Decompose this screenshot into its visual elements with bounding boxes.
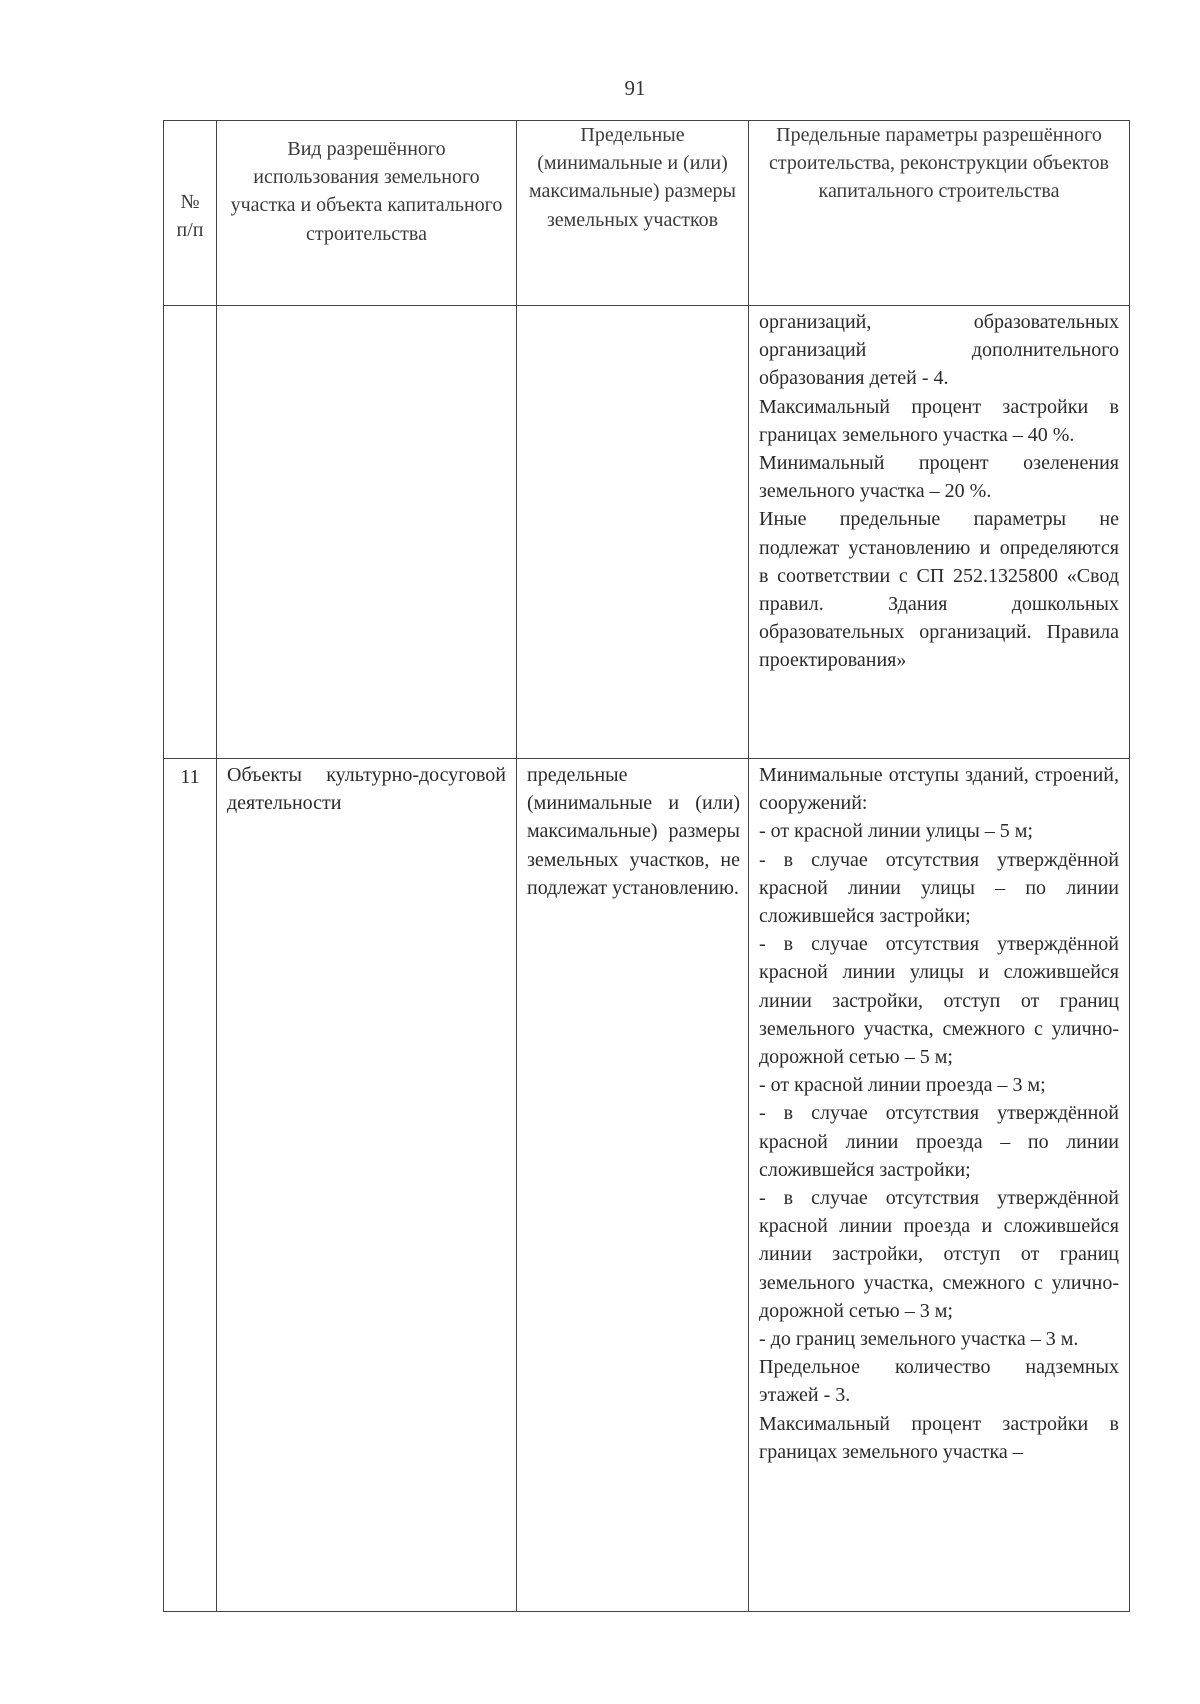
param-paragraph: Минимальные отступы зданий, строений, сооружений: (759, 764, 1119, 815)
row-kind: Объекты культурно-досуговой деятельности (217, 759, 517, 1612)
param-paragraph: организаций, образовательных организаций дополнительного образования детей - 4. (759, 311, 1119, 390)
table-row (164, 759, 1130, 1612)
param-paragraph: Максимальный процент застройки в границах земельного участка – 40 %. (759, 395, 1119, 446)
param-paragraph: Минимальный процент озеленения земельного участка – 20 %. (759, 452, 1119, 503)
param-paragraph: Иные предельные параметры не подлежат установлению и определяются в соответствии с СП 252.1325800 «Свод правил. Здания дошкольных образовательных организаций. Правила проектирования» (759, 508, 1119, 672)
page-number: 91 (624, 76, 646, 100)
param-paragraph: - от красной линии проезда – 3 м; (759, 1074, 1046, 1097)
header-sizes (517, 121, 749, 306)
header-sizes-label: Предельные (минимальные и (или) максимальные) размеры земельных участков (528, 124, 736, 231)
row-sizes: предельные (минимальные и (или) максимальные) размеры земельных участков, не подлежат установлению. (517, 759, 749, 1612)
row-number (164, 306, 217, 759)
param-paragraph: - от красной линии улицы – 5 м; (759, 820, 1033, 843)
param-paragraph: Максимальный процент застройки в границах земельного участка – (759, 1412, 1119, 1463)
param-paragraph: - в случае отсутствия утверждённой красной линии улицы – по линии сложившейся застройки; (759, 848, 1119, 928)
header-kind-label: Вид разрешённого использования земельного участка и объекта капитального строительства (230, 138, 503, 245)
header-kind (217, 121, 517, 306)
table-row (164, 306, 1130, 759)
header-number (164, 121, 217, 306)
header-params (749, 121, 1130, 306)
row-params (749, 306, 1130, 759)
param-paragraph: - в случае отсутствия утверждённой красной линии проезда и сложившейся линии застройки, отступ от границ земельного участка, смежного с улично-дорожной сетью – 3 м; (759, 1187, 1119, 1322)
row-params (749, 759, 1130, 1612)
land-use-table (163, 120, 1130, 1612)
param-paragraph: - в случае отсутствия утверждённой красной линии улицы и сложившейся линии застройки, отступ от границ земельного участка, смежного с улично-дорожной сетью – 5 м; (759, 933, 1119, 1069)
param-paragraph: Предельное количество надземных этажей - 3. (759, 1356, 1119, 1407)
row-sizes (517, 306, 749, 759)
row-kind (217, 306, 517, 759)
param-paragraph: - в случае отсутствия утверждённой красной линии проезда – по линии сложившейся застройки; (759, 1102, 1119, 1181)
table-header-row (164, 121, 1130, 306)
header-params-label: Предельные параметры разрешённого строительства, реконструкции объектов капитального строительства (769, 124, 1109, 203)
header-number-label: № п/п (176, 190, 204, 241)
param-paragraph: - до границ земельного участка – 3 м. (759, 1328, 1079, 1351)
row-number: 11 (164, 759, 217, 1612)
